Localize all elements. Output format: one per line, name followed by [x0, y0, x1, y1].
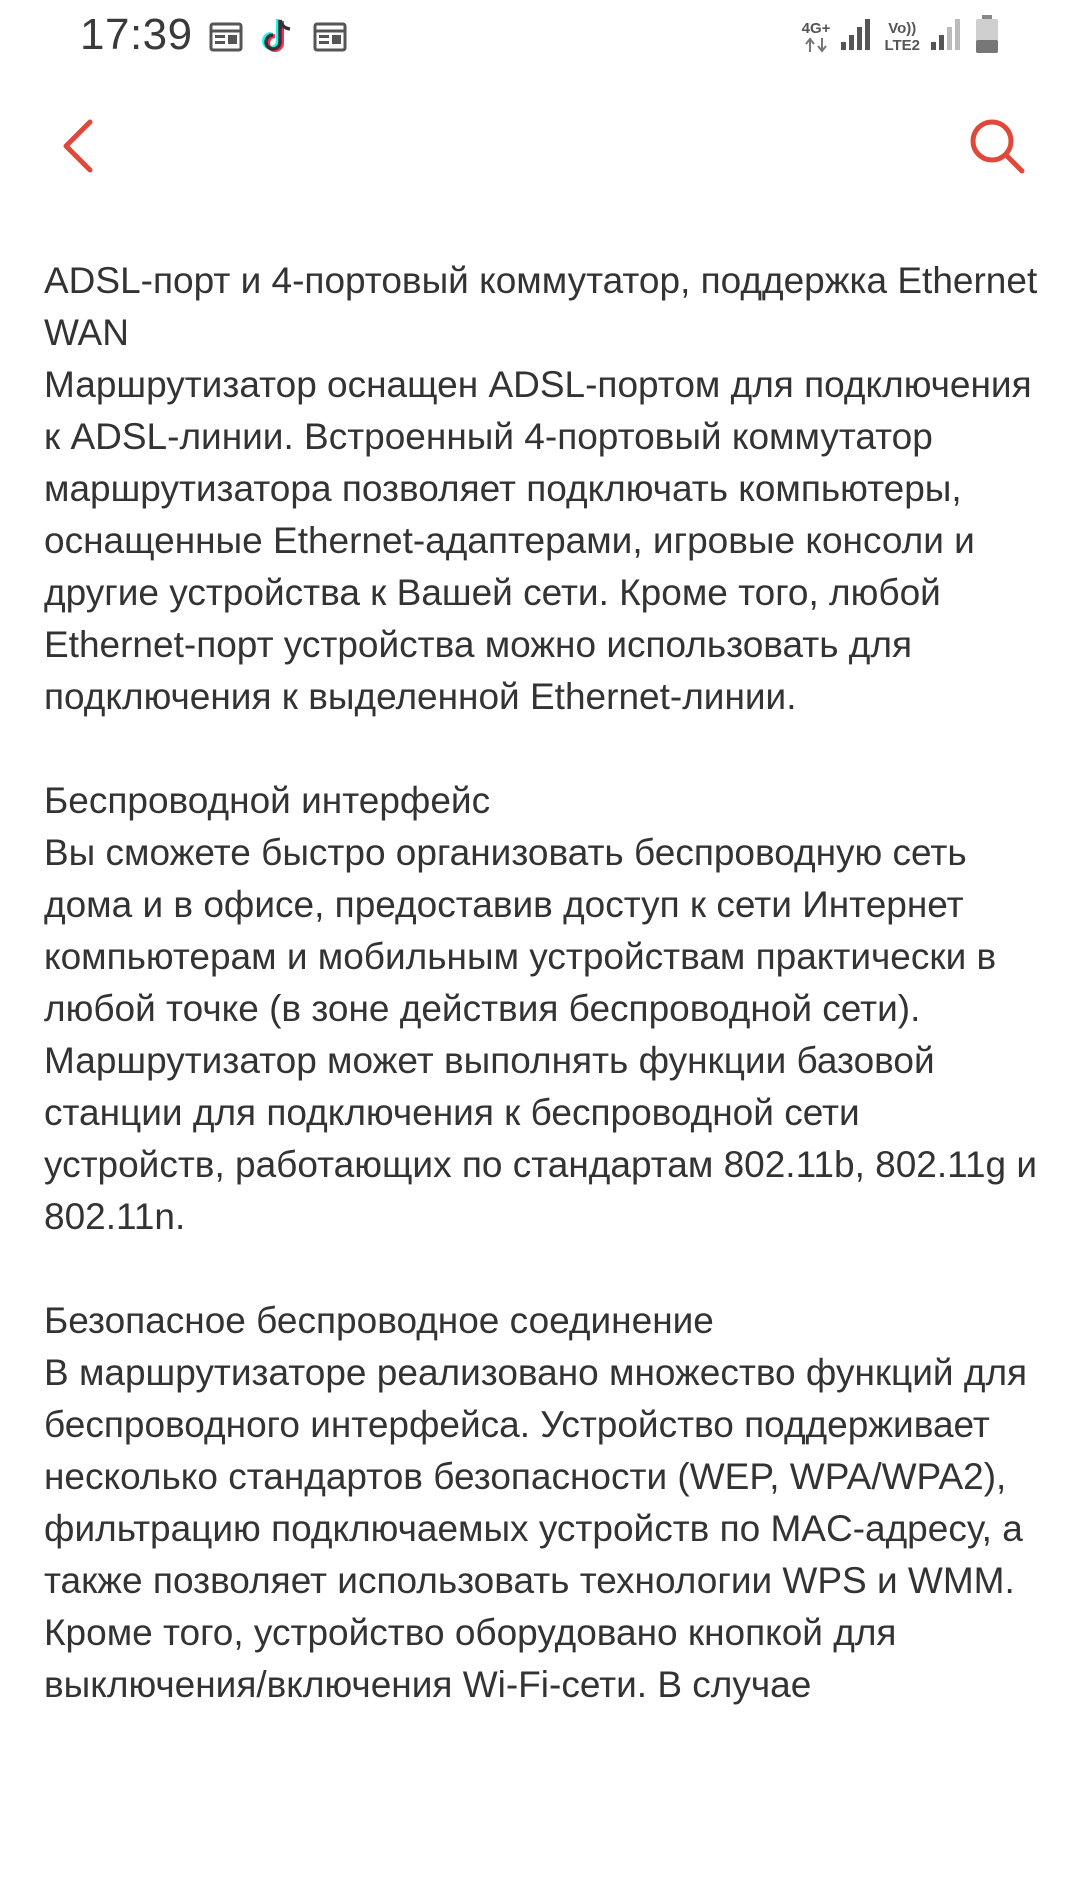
arrows-icon — [803, 37, 829, 53]
signal-icon — [840, 16, 874, 57]
lte-label: LTE2 — [884, 36, 920, 54]
section-adsl — [44, 255, 1044, 723]
network-type — [802, 20, 831, 53]
app-bar — [0, 100, 1080, 190]
search-icon — [962, 110, 1032, 180]
calendar-icon — [312, 18, 348, 54]
system-icons — [802, 14, 1000, 59]
section-wireless — [44, 775, 1044, 1243]
network-type-label: 4G+ — [801, 20, 831, 37]
back-button[interactable] — [52, 110, 112, 180]
section-title: Беспроводной интерфейс — [44, 780, 491, 821]
section-body: Маршрутизатор оснащен ADSL-портом для подключения к ADSL-линии. Встроенный 4-портовый коммутатор маршрутизатора позволяет подключать компьютеры, оснащенные Ethernet-адаптерами, игровые консоли и другие устройства к Вашей сети. Кроме того, любой Ethernet-порт устройства можно использовать для подключения к выделенной Ethernet-линии. — [44, 364, 1032, 717]
section-body: В маршрутизаторе реализовано множество функций для беспроводного интерфейса. Устройство поддерживает несколько стандартов безопасности (WEP, WPA/WPA2), фильтрацию подключаемых устройств по MAC-адресу, а также позволяет использовать технологии WPS и WMM. Кроме того, устройство оборудовано кнопкой для выключения/включения Wi-Fi-сети. В случае — [44, 1352, 1028, 1705]
section-title: ADSL-порт и 4-портовый коммутатор, поддержка Ethernet WAN — [44, 260, 1038, 353]
volte-label: Vo)) — [888, 19, 917, 37]
article-content — [44, 255, 1044, 1763]
chevron-left-icon — [52, 110, 112, 180]
volte-indicator — [884, 20, 920, 54]
section-security — [44, 1295, 1044, 1711]
tiktok-icon — [260, 16, 296, 56]
notification-icons — [208, 16, 348, 56]
battery-icon — [974, 14, 1000, 59]
search-button[interactable] — [962, 110, 1032, 180]
signal-icon — [930, 16, 964, 57]
section-title: Безопасное беспроводное соединение — [44, 1300, 714, 1341]
status-bar — [0, 0, 1080, 80]
status-time: 17:39 — [80, 10, 193, 59]
section-body: Вы сможете быстро организовать беспроводную сеть дома и в офисе, предоставив доступ к сети Интернет компьютерам и мобильным устройствам практически в любой точке (в зоне действия беспроводной сети). Маршрутизатор может выполнять функции базовой станции для подключения к беспроводной сети устройств, работающих по стандартам 802.11b, 802.11g и 802.11n. — [44, 832, 1038, 1237]
calendar-icon — [208, 18, 244, 54]
